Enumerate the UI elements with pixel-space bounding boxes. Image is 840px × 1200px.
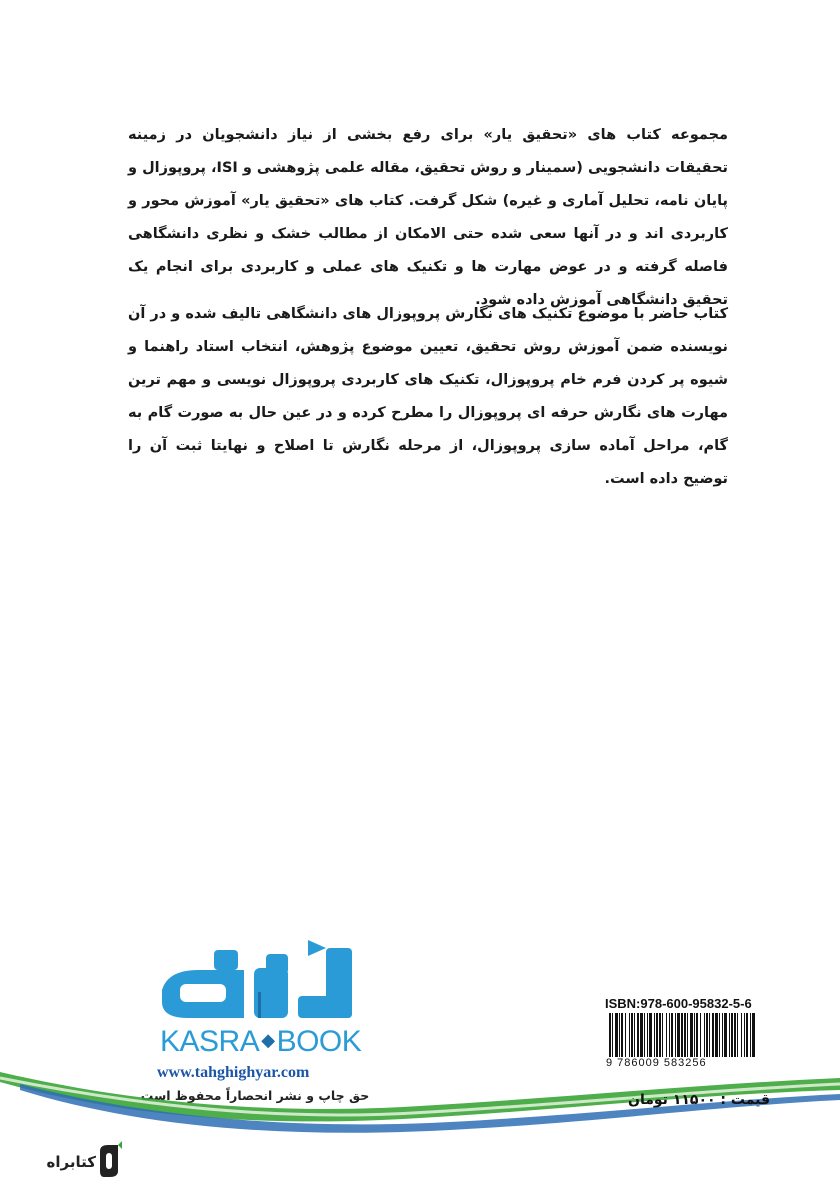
- kasra-book-logo-text: [160, 1025, 360, 1059]
- barcode-bar: [731, 1013, 733, 1057]
- barcode-bar: [634, 1013, 635, 1057]
- barcode-bar: [609, 1013, 611, 1057]
- barcode-bar: [654, 1013, 655, 1057]
- barcode-bar: [704, 1013, 705, 1057]
- barcode-bar: [659, 1013, 661, 1057]
- barcode-bar: [734, 1013, 736, 1057]
- barcode-bar: [690, 1013, 693, 1057]
- barcode-bar: [631, 1013, 633, 1057]
- barcode-bar: [666, 1013, 667, 1057]
- isbn-label: ISBN:978-600-95832-5-6: [605, 996, 752, 1011]
- barcode-bar: [709, 1013, 710, 1057]
- barcode-bar: [712, 1013, 714, 1057]
- barcode-bar: [619, 1013, 620, 1057]
- barcode-bar: [656, 1013, 658, 1057]
- barcode-bar: [722, 1013, 723, 1057]
- barcode-bar: [744, 1013, 745, 1057]
- kasra-logo-mark-icon: [158, 940, 358, 1024]
- barcode-bar: [615, 1013, 618, 1057]
- barcode-bar: [684, 1013, 686, 1057]
- barcode-bar: [625, 1013, 626, 1057]
- barcode-bar: [649, 1013, 652, 1057]
- ketabrah-logo-icon: [96, 1141, 124, 1179]
- barcode-icon: [607, 1013, 757, 1057]
- barcode-bar: [741, 1013, 742, 1057]
- barcode-bar: [681, 1013, 683, 1057]
- barcode-bar: [746, 1013, 748, 1057]
- barcode-bar: [706, 1013, 708, 1057]
- barcode-bar: [750, 1013, 751, 1057]
- barcode-bar: [719, 1013, 720, 1057]
- barcode-bar: [700, 1013, 701, 1057]
- publisher-website-link[interactable]: www.tahghighyar.com: [157, 1064, 310, 1081]
- barcode-bar: [612, 1013, 613, 1057]
- logo-text-right: BOOK: [276, 1025, 362, 1058]
- barcode-bar: [669, 1013, 670, 1057]
- description-paragraph-1: مجموعه کتاب های «تحقیق یار» برای رفع بخشی از نیاز دانشجویان در زمینه تحقیقات دانشجویی (سمینار و روش تحقیق، مقاله علمی پژوهشی و ISI، پروپوزال و پایان نامه، تحلیل آماری و غیره) شکل گرفت. کتاب های «تحقیق یار» آموزش محور و کاربردی اند و در آنها سعی شده حتی الامکان از مطالب خشک و نظری دانشگاهی فاصله گرفته و در عوض مهارت ها و تکنیک های عملی و کاربردی برای انجام یک تحقیق دانشگاهی آموزش داده شود.: [128, 127, 728, 308]
- description-paragraph-2: کتاب حاضر با موضوع تکنیک های نگارش پروپوزال های دانشگاهی تالیف شده و در آن نویسنده ضمن آموزش روش تحقیق، تعیین موضوع پژوهش، انتخاب استاد راهنما و شیوه پر کردن فرم خام پروپوزال، تکنیک های کاربردی پروپوزال نویسی و مهم ترین مهارت های نگارش حرفه ای پروپوزال را مطرح کرده و در عین حال به صورت گام به گام، مراحل آماده سازی پروپوزال، از مرحله نگارش تا اصلاح و نهایتا ثبت آن را توضیح داده است.: [128, 306, 728, 487]
- barcode-bar: [752, 1013, 755, 1057]
- barcode-bar: [687, 1013, 688, 1057]
- barcode-bar: [621, 1013, 623, 1057]
- barcode-bar: [737, 1013, 738, 1057]
- price-label: قیمت : ۱۱۵۰۰ تومان: [628, 1092, 770, 1108]
- logo-diamond-icon: ◆: [261, 1030, 275, 1050]
- barcode-bar: [696, 1013, 698, 1057]
- barcode-digits: 9 786009 583256: [606, 1057, 707, 1069]
- logo-text-left: KASRA: [160, 1025, 260, 1058]
- barcode-bar: [647, 1013, 648, 1057]
- copyright-notice: حق چاپ و نشر انحصاراً محفوظ است: [140, 1088, 370, 1103]
- barcode-bar: [715, 1013, 718, 1057]
- barcode-bar: [629, 1013, 630, 1057]
- barcode-bar: [729, 1013, 730, 1057]
- ketabrah-watermark-label: کتابراه: [46, 1153, 96, 1171]
- barcode-bar: [644, 1013, 645, 1057]
- barcode-bar: [662, 1013, 663, 1057]
- barcode-bar: [724, 1013, 727, 1057]
- barcode-bar: [694, 1013, 695, 1057]
- barcode-bar: [675, 1013, 676, 1057]
- barcode-bar: [677, 1013, 680, 1057]
- barcode-bar: [671, 1013, 673, 1057]
- barcode-bar: [640, 1013, 643, 1057]
- barcode-bar: [637, 1013, 639, 1057]
